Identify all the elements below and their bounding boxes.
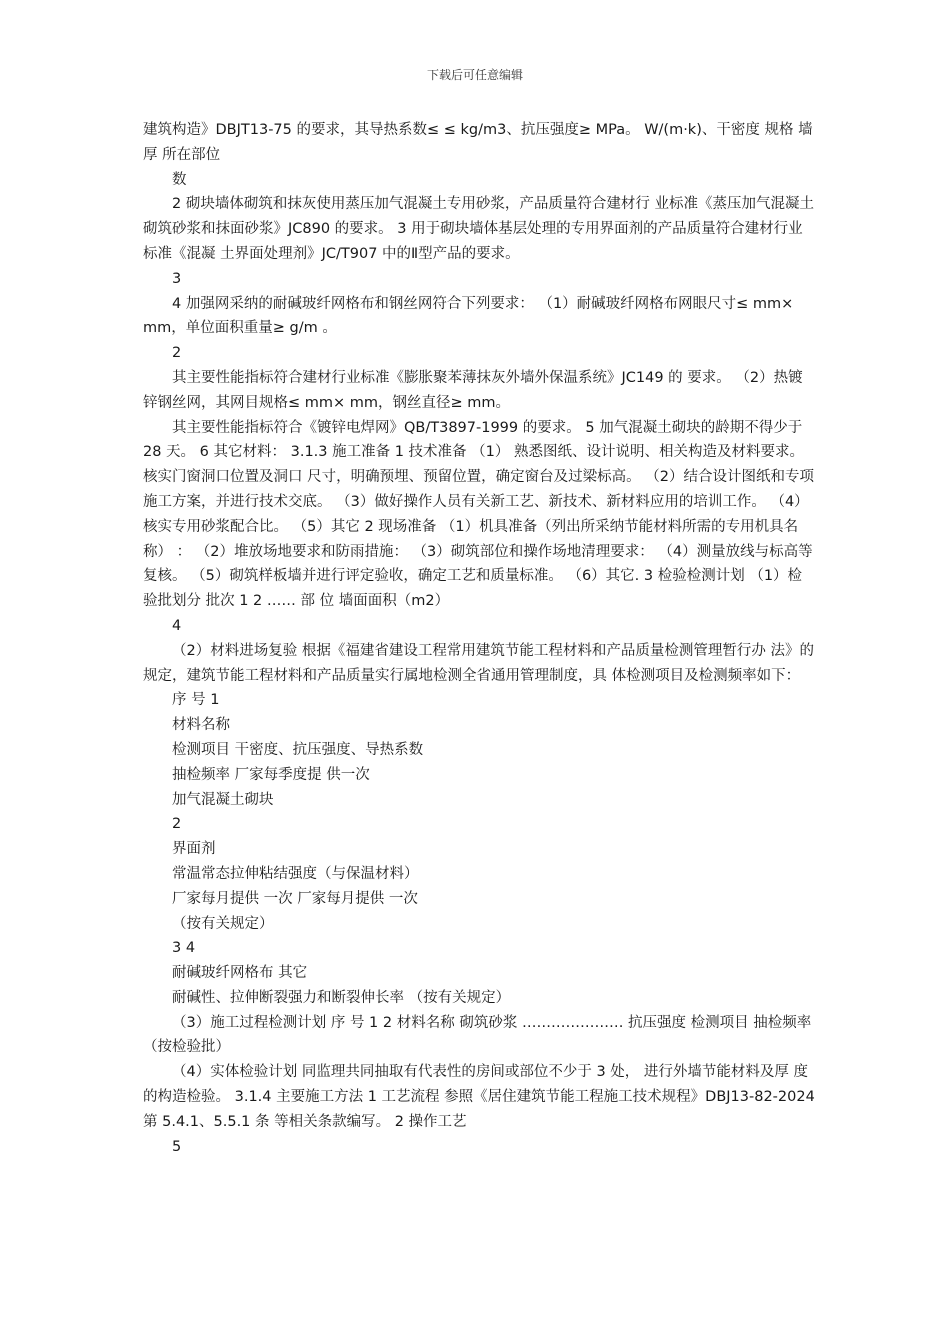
- text-line: （按有关规定）: [172, 915, 274, 932]
- paragraph: （4）实体检验计划 同监理共同抽取有代表性的房间或部位不少于 3 处， 进行外墙节能材料及厚 度的构造检验。 3.1.4 主要施工方法 1 工艺流程 参照《居住建筑节能工程施工技术规程》DBJ13-82-2024 第 5.4.1、5.5.1 条 等相关条款编写。 2 操作工艺: [143, 1064, 815, 1130]
- text-line: 检测项目 干密度、抗压强度、导热系数: [172, 741, 424, 758]
- text-line: 常温常态拉伸粘结强度（与保温材料）: [172, 865, 419, 882]
- paragraph: （3）施工过程检测计划 序 号 1 2 材料名称 砌筑砂浆 ………………… 抗压强度 检测项目 抽检频率 （按检验批）: [143, 1014, 812, 1056]
- text-line: 5: [172, 1138, 182, 1155]
- paragraph: 其主要性能指标符合建材行业标准《膨胀聚苯薄抹灰外墙外保温系统》JC149 的 要求。 （2）热镀锌钢丝网，其网目规格≤ mm× mm，钢丝直径≥ mm。: [143, 369, 803, 411]
- text-line: 加气混凝土砌块: [172, 791, 274, 808]
- paragraph: （2）材料进场复验 根据《福建省建设工程常用建筑节能工程材料和产品质量检测管理暂行办 法》的规定，建筑节能工程材料和产品质量实行属地检测全省通用管理制度，具 体检测项目及检测频率如下：: [143, 642, 814, 684]
- text-line: 3 4: [172, 940, 196, 957]
- paragraph: 建筑构造》DBJT13-75 的要求，其导热系数≤ ≤ kg/m3、抗压强度≥ MPa。 W/(m·k)、干密度 规格 墙厚 所在部位: [143, 122, 813, 163]
- text-line: 材料名称: [172, 717, 230, 734]
- paragraph: 其主要性能指标符合《镀锌电焊网》QB/T3897-1999 的要求。 5 加气混凝土砌块的龄期不得少于 28 天。 6 其它材料： 3.1.3 施工准备 1 技术准备 （1） 熟悉图纸、设计说明、相关构造及材料要求。核实门窗洞口位置及洞口 尺寸，明确预埋、预留位置，确定窗台及过梁标高。 （2）结合设计图纸和专项施工方案，并进行技术交底。 （3）做好操作人员有关新工艺、新技术、新材料应用的培训工作。 （4）核实专用砂浆配合比。 （5）其它 2 现场准备 （1）机具准备（列出所采纳节能材料所需的专用机具名称） ： （2）堆放场地要求和防雨措施： （3）砌筑部位和操作场地清理要求： （4）测量放线与标高等复核。 （5）砌筑样板墙并进行评定验收，确定工艺和质量标准。 （6）其它. 3 检验检测计划 （1）检验批划分 批次 1 2 …… 部 位 墙面面积（m2）: [143, 419, 814, 610]
- text-line: 耐碱玻纤网格布 其它: [172, 965, 308, 982]
- text-line: 耐碱性、拉伸断裂强力和断裂伸长率 （按有关规定）: [172, 989, 511, 1006]
- page-header: 下载后可任意编辑: [426, 68, 523, 82]
- paragraph: 4 加强网采纳的耐碱玻纤网格布和钢丝网符合下列要求： （1）耐碱玻纤网格布网眼尺寸≤ mm× mm，单位面积重量≥ g/m 。: [143, 295, 794, 337]
- text-line: 厂家每月提供 一次 厂家每月提供 一次: [172, 890, 418, 907]
- paragraph: 2 砌块墙体砌筑和抹灰使用蒸压加气混凝土专用砂浆，产品质量符合建材行 业标准《蒸压加气混凝土砌筑砂浆和抹面砂浆》JC890 的要求。 3 用于砌块墙体基层处理的专用界面剂的产品质量符合建材行业标准《混凝 土界面处理剂》JC/T907 中的Ⅱ型产品的要求。: [143, 196, 814, 262]
- text-line: 抽检频率 厂家每季度提 供一次: [172, 766, 370, 783]
- text-line: 序 号 1: [172, 692, 220, 709]
- document-body: [143, 118, 815, 1159]
- text-line: 2: [172, 345, 182, 362]
- text-line: 4: [172, 617, 182, 634]
- text-line: 3: [172, 270, 182, 287]
- text-line: 界面剂: [172, 841, 216, 858]
- text-line: 数: [172, 171, 187, 188]
- text-line: 2: [172, 816, 182, 833]
